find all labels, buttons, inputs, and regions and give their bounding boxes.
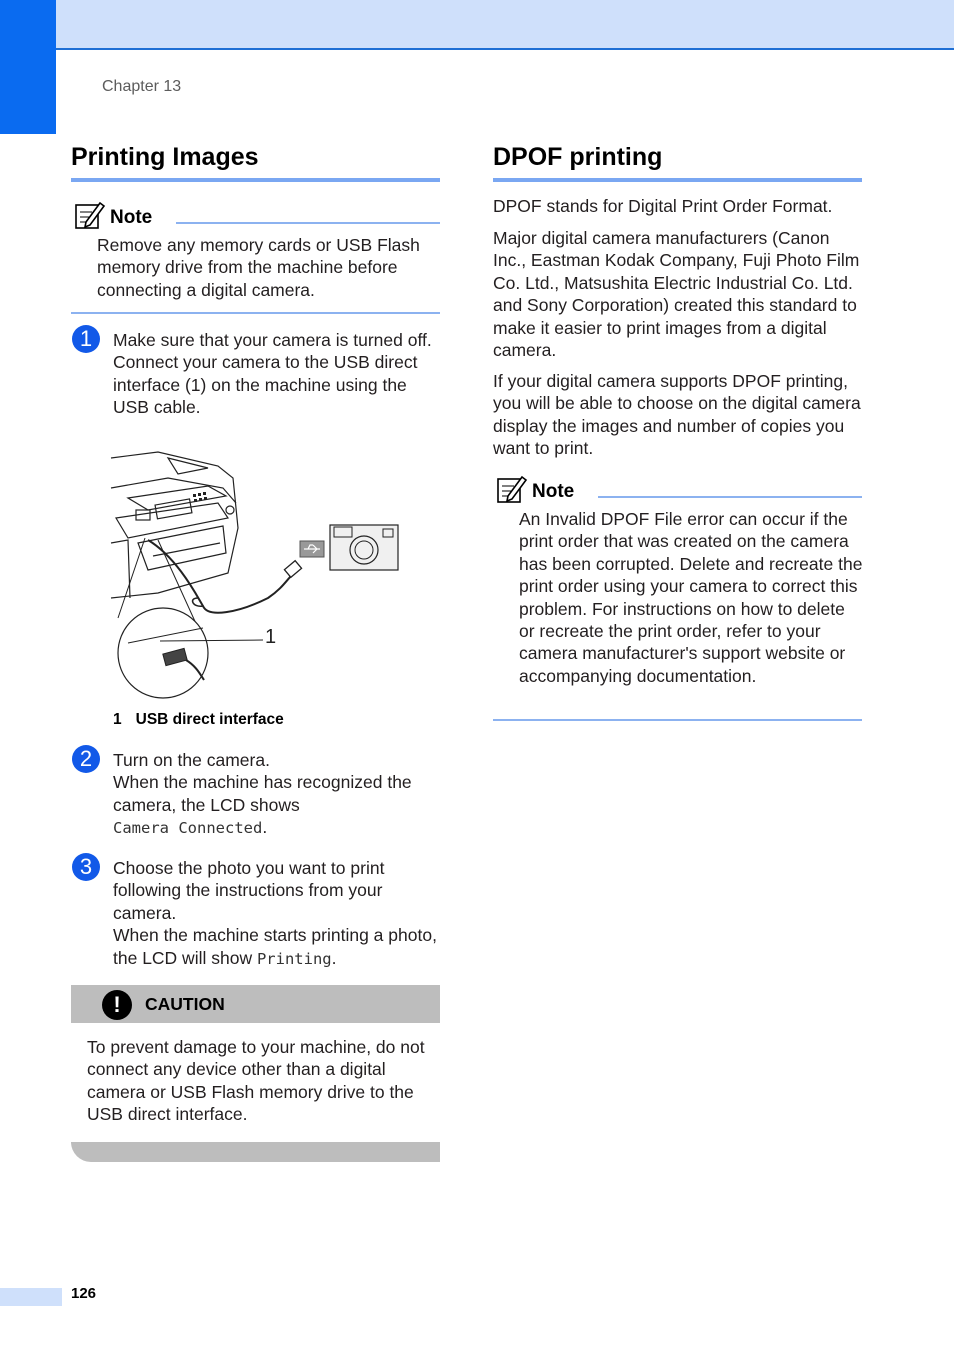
- dpof-paragraph-1: DPOF stands for Digital Print Order Format.: [493, 196, 833, 216]
- step-3-line-2: When the machine starts printing a photo, the LCD will show: [113, 925, 437, 968]
- figure-callout-number: 1: [265, 626, 277, 648]
- step-1-badge: 1: [72, 325, 100, 353]
- caution-text: To prevent damage to your machine, do not connect any device other than a digital camera or USB Flash memory drive to the USB direct interface.: [87, 1037, 425, 1125]
- left-note-text: Remove any memory cards or USB Flash memory drive from the machine before connecting a digital camera.: [97, 235, 420, 300]
- step-3-text: Choose the photo you want to print following the instructions from your camera. When the machine starts printing a photo, the LCD will show Printing.: [113, 857, 443, 970]
- note-header-rule: [598, 496, 862, 498]
- left-title-rule: [71, 178, 440, 182]
- left-note-header: [74, 200, 152, 235]
- right-section-title: DPOF printing: [493, 143, 663, 171]
- right-note-header: [496, 474, 574, 509]
- note-header-rule: [176, 222, 440, 224]
- caution-footer-bar: [71, 1142, 440, 1162]
- lcd-message-printing: Printing: [256, 949, 332, 968]
- right-note-text: An Invalid DPOF File error can occur if the print order that was created on the camera has been corrupted. Delete and recreate the print order using your camera to correct this problem. For instructions on how to delete or recreate the print order, refer to your camera manufacturer's support website or accompanying documentation.: [519, 509, 863, 686]
- right-note-bottom-rule: [493, 719, 862, 721]
- caution-label: CAUTION: [145, 994, 225, 1014]
- left-note-bottom-rule: [71, 312, 440, 314]
- right-title-rule: [493, 178, 862, 182]
- lcd-message-camera-connected: Camera Connected: [113, 819, 263, 838]
- note-pencil-icon: [496, 474, 528, 509]
- header-bar: [0, 0, 954, 50]
- chapter-label: Chapter 13: [102, 78, 182, 95]
- step-1-text: Make sure that your camera is turned off. Connect your camera to the USB direct interface (1) on the machine using the USB cable.: [113, 330, 432, 418]
- step-2-line-1: Turn on the camera.: [113, 750, 270, 770]
- dpof-paragraph-2: Major digital camera manufacturers (Canon Inc., Eastman Kodak Company, Fuji Photo Film Co. Ltd., Matsushita Electric Industrial Co. Ltd. and Sony Corporation) created this standard to make it easier to print images from a digital camera.: [493, 228, 860, 361]
- step-2-line-2: When the machine has recognized the camera, the LCD shows: [113, 772, 412, 815]
- note-label: Note: [532, 480, 575, 502]
- page-number: 126: [71, 1285, 97, 1302]
- caution-exclamation-icon: !: [102, 990, 132, 1020]
- step-3-line-1: Choose the photo you want to print following the instructions from your camera.: [113, 858, 385, 923]
- figure-caption-number: 1: [113, 711, 122, 728]
- figure-caption: [113, 711, 284, 729]
- note-label: Note: [110, 206, 153, 228]
- chapter-tab: [0, 0, 56, 134]
- note-pencil-icon: [74, 200, 106, 235]
- left-section-title: Printing Images: [71, 143, 259, 171]
- dpof-paragraph-3: If your digital camera supports DPOF printing, you will be able to choose on the digital camera display the images and number of copies you want to print.: [493, 371, 861, 459]
- step-3-badge: 3: [72, 853, 100, 881]
- usb-connection-figure: [108, 448, 408, 703]
- step-2-badge: 2: [72, 745, 100, 773]
- footer-tab: [0, 1288, 62, 1306]
- figure-caption-text: USB direct interface: [135, 711, 284, 728]
- step-2-text: Turn on the camera. When the machine has recognized the camera, the LCD shows Camera Connected.: [113, 749, 443, 840]
